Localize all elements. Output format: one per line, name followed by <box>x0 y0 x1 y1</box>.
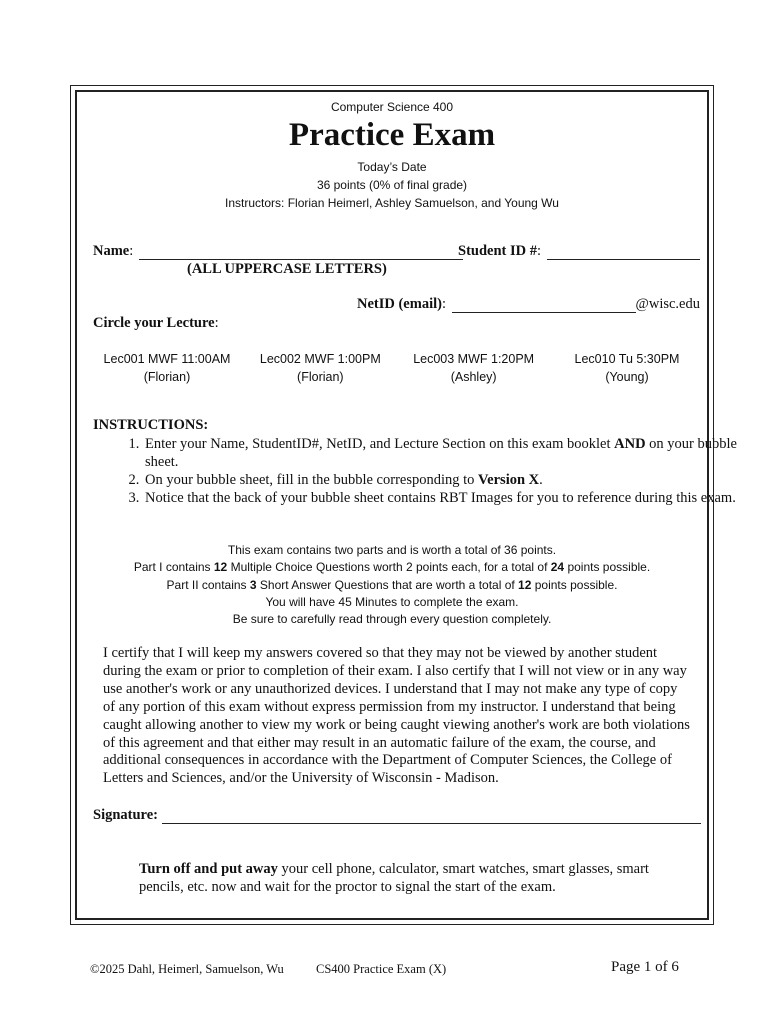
footer-copyright: ©2025 Dahl, Heimerl, Samuelson, Wu <box>90 962 284 976</box>
instruction-item: 3. Notice that the back of your bubble sheet contains RBT Images for you to reference during this exam. <box>143 489 745 507</box>
lecture-section: Lec001 MWF 11:00AM <box>103 352 231 366</box>
footer-exam-name: CS400 Practice Exam (X) <box>316 962 447 976</box>
course-name: Computer Science 400 <box>330 100 454 114</box>
lecture-label: Circle your Lecture <box>93 315 215 331</box>
lecture-options <box>97 350 697 386</box>
lecture-instructor: (Young) <box>605 370 649 384</box>
summary-line: You will have 45 Minutes to complete the exam. <box>265 594 519 609</box>
name-field[interactable]: Name : <box>93 243 463 260</box>
lecture-option-lec003[interactable] <box>404 350 544 386</box>
device-notice: Turn off and put away your cell phone, calculator, smart watches, smart glasses, smart pencils, etc. now and wait for the proctor to signal the start of the exam. <box>139 861 649 895</box>
exam-cover-inner-frame <box>75 90 737 920</box>
honor-certification: I certify that I will keep my answers covered so that they may not be viewed by another student during the exam or prior to completion of their exam. I also certify that I will not view or in any way use another's work or any unauthorized devices. I understand that I may not make any type of copy of any portion of this exam without express permission from my instructor. I understand that being caught allowing another to view my work or being caught viewing another's work are both violations of this agreement and that either may result in an automatic failure of the exam, the course, and additional consequences in accordance with the Department of Computer Sciences, the College of Letters and Sciences, and/or the University of Wisconsin - Madison. <box>103 645 690 787</box>
student-id-label: Student ID # <box>458 243 537 259</box>
lecture-instructor: (Ashley) <box>450 370 497 384</box>
exam-structure-summary <box>77 542 707 628</box>
signature-blank-line[interactable] <box>162 808 701 824</box>
lecture-option-lec002[interactable] <box>250 350 390 386</box>
student-id-field[interactable]: Student ID # : <box>458 243 700 260</box>
summary-line: This exam contains two parts and is worth a total of 36 points. <box>227 543 557 557</box>
lecture-option-lec010[interactable] <box>557 350 697 386</box>
lecture-prompt: Circle your Lecture: <box>93 315 219 331</box>
signature-label: Signature: <box>93 807 158 823</box>
email-domain: @wisc.edu <box>635 296 700 312</box>
instruction-item: 1. Enter your Name, StudentID#, NetID, and Lecture Section on this exam booklet AND on your bubble sheet. <box>143 435 745 471</box>
exam-points: 36 points (0% of final grade) <box>316 178 468 192</box>
instructors-line: Instructors: Florian Heimerl, Ashley Samuelson, and Young Wu <box>225 196 559 210</box>
lecture-section: Lec002 MWF 1:00PM <box>259 352 381 366</box>
netid-blank-line[interactable] <box>452 297 636 313</box>
page-title: Practice Exam <box>288 117 496 153</box>
lecture-section: Lec010 Tu 5:30PM <box>574 352 680 366</box>
exam-date: Today’s Date <box>357 160 427 174</box>
name-blank-line[interactable] <box>139 244 463 260</box>
instructions-heading: INSTRUCTIONS: <box>93 417 209 433</box>
name-label: Name <box>93 243 130 259</box>
lecture-option-lec001[interactable] <box>97 350 237 386</box>
netid-label: NetID (email) <box>357 296 442 312</box>
lecture-instructor: (Florian) <box>143 370 191 384</box>
lecture-section: Lec003 MWF 1:20PM <box>413 352 535 366</box>
instructions-list <box>93 435 745 507</box>
student-id-blank-line[interactable] <box>547 244 700 260</box>
summary-line: Part I contains 12 Multiple Choice Questions worth 2 points each, for a total of 24 points possible. <box>133 560 651 575</box>
netid-field[interactable]: NetID (email) : @wisc.edu <box>357 296 700 312</box>
lecture-instructor: (Florian) <box>297 370 344 384</box>
summary-line: Be sure to carefully read through every question completely. <box>232 612 552 627</box>
summary-line: Part II contains 3 Short Answer Questions that are worth a total of 12 points possible. <box>166 577 618 592</box>
name-uppercase-hint: (ALL UPPERCASE LETTERS) <box>187 261 387 277</box>
page-number: Page 1 of 6 <box>611 959 679 975</box>
instruction-item: 2. On your bubble sheet, fill in the bubble corresponding to Version X. <box>143 471 745 489</box>
exam-cover-frame <box>70 85 737 925</box>
signature-field[interactable] <box>93 807 701 824</box>
